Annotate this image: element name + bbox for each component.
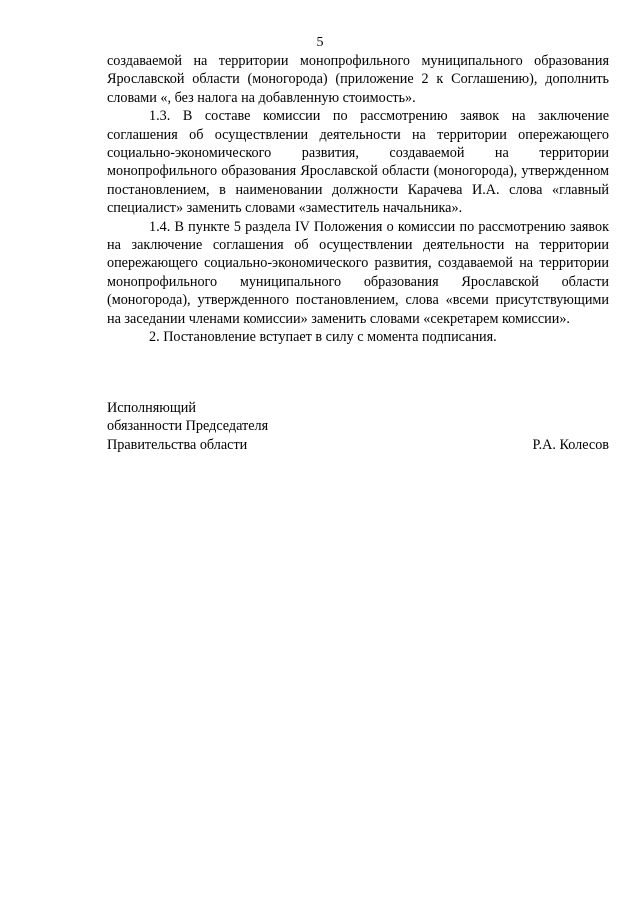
paragraph-2: 2. Постановление вступает в силу с момента подписания. xyxy=(149,329,497,346)
paragraph-continuation: создаваемой на территории монопрофильного муниципального образования Ярославской области (моногорода) (приложение 2 к Соглашению), дополнить словами «, без налога на добавленную стоимость». xyxy=(107,53,609,106)
signatory-title-line-2: обязанности Председателя xyxy=(107,418,269,435)
signatory-name: Р.А. Колесов xyxy=(532,436,609,453)
paragraph-1-4: 1.4. В пункте 5 раздела IV Положения о комиссии по рассмотрению заявок на заключение соглашения об осуществлении деятельности на территории опережающего социально-экономического развития, создаваемой на территории монопрофильного муниципального образования Ярославской области (моногорода), утвержденного постановлением, слова «всеми присутствующими на заседании членами комиссии» заменить словами «секретарем комиссии». xyxy=(107,218,609,327)
signatory-title-line-1: Исполняющий xyxy=(107,400,196,416)
paragraph-1-3: 1.3. В составе комиссии по рассмотрению заявок на заключение соглашения об осуществлении деятельности на территории опережающего социально-экономического развития, создаваемой на территории монопрофильного образования Ярославской области (моногорода), утвержденном постановлением, в наименовании должности Карачева И.А. слова «главный специалист» заменить словами «заместитель начальника». xyxy=(107,108,609,217)
document-body xyxy=(107,52,609,347)
signature-block xyxy=(107,399,609,454)
page-number: 5 xyxy=(316,35,324,50)
signature-row xyxy=(107,436,609,454)
signatory-title-line-3: Правительства области xyxy=(107,436,248,453)
